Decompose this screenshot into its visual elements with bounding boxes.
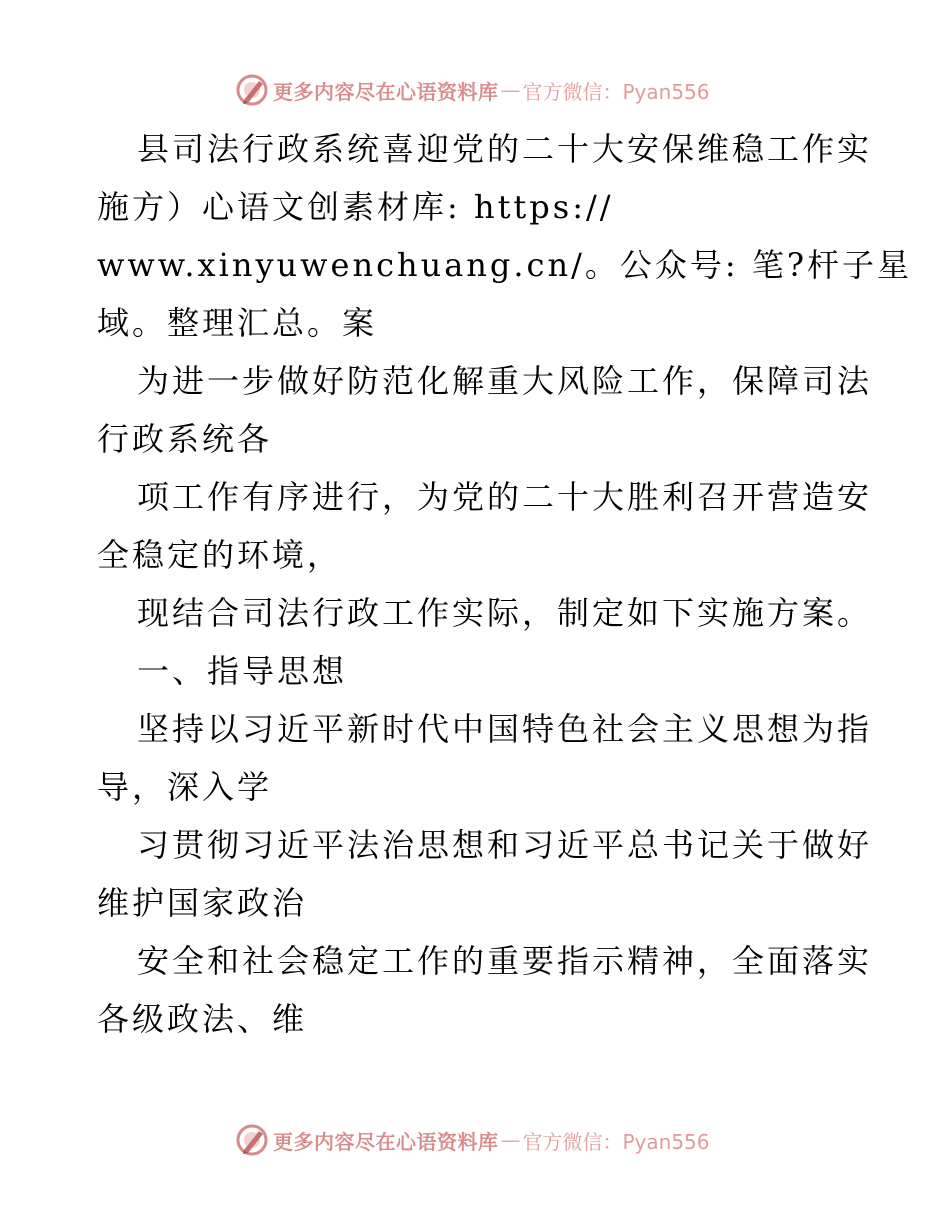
paragraph-line: 县司法行政系统喜迎党的二十大安保维稳工作实 <box>137 130 873 168</box>
paragraph-line: 各级政法、维 <box>97 1000 308 1038</box>
paragraph-line: 安全和社会稳定工作的重要指示精神，全面落实 <box>137 942 873 980</box>
paragraph-line: 导，深入学 <box>97 768 273 806</box>
paragraph-line: 全稳定的环境， <box>97 536 343 574</box>
paragraph-line: 维护国家政治 <box>97 884 308 922</box>
paragraph-line: www.xinyuwenchuang.cn/。公众号: 笔?杆子星 <box>97 246 912 284</box>
paragraph-line: 为进一步做好防范化解重大风险工作，保障司法 <box>137 362 873 400</box>
banner-brand-text: 更多内容尽在心语资料库 <box>273 79 499 104</box>
banner-dash: — <box>500 1128 521 1152</box>
footer-banner <box>235 1122 710 1158</box>
banner-contact-text: 官方微信：Pyan556 <box>522 79 710 104</box>
pen-logo-icon <box>235 1123 269 1157</box>
paragraph-line: 施方）心语文创素材库: https:// <box>97 188 614 226</box>
banner-contact-text: 官方微信：Pyan556 <box>522 1129 710 1154</box>
document-body <box>97 120 912 1048</box>
pen-logo-icon <box>235 73 269 107</box>
banner-dash: — <box>500 78 521 102</box>
section-heading: 一、指导思想 <box>137 652 348 690</box>
paragraph-line: 习贯彻习近平法治思想和习近平总书记关于做好 <box>137 826 873 864</box>
paragraph-line: 行政系统各 <box>97 420 273 458</box>
paragraph-line: 域。整理汇总。案 <box>97 304 378 342</box>
header-banner <box>235 72 710 108</box>
paragraph-line: 坚持以习近平新时代中国特色社会主义思想为指 <box>137 710 873 748</box>
paragraph-line: 现结合司法行政工作实际，制定如下实施方案。 <box>137 594 873 632</box>
banner-brand-text: 更多内容尽在心语资料库 <box>273 1129 499 1154</box>
paragraph-line: 项工作有序进行，为党的二十大胜利召开营造安 <box>137 478 873 516</box>
